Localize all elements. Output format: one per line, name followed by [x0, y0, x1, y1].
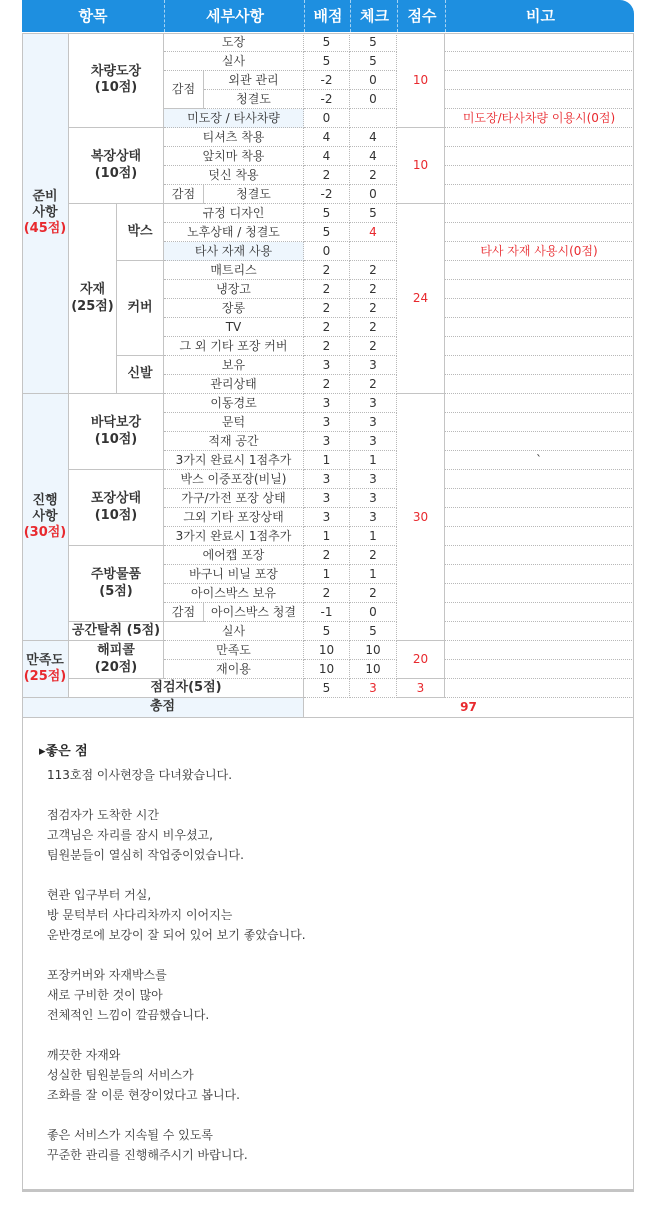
group-clothes-points: (10점)	[94, 165, 138, 181]
subgroup-cover: 커버	[117, 261, 164, 356]
check-cell: 3	[350, 679, 397, 698]
detail-cell: 적재 공간	[164, 432, 304, 451]
header-note: 비고	[445, 0, 635, 32]
check-cell: 3	[350, 413, 397, 432]
note-cell	[445, 204, 634, 223]
header-base: 배점	[304, 0, 351, 32]
header-item: 항목	[78, 7, 108, 25]
check-cell: 3	[350, 470, 397, 489]
base-points-cell: 4	[304, 147, 350, 166]
check-cell: 3	[350, 356, 397, 375]
detail-cell: 문턱	[164, 413, 304, 432]
check-cell: 2	[350, 261, 397, 280]
note-cell	[445, 508, 634, 527]
base-points-cell: 3	[304, 432, 350, 451]
group-packing-name: 포장상태	[90, 491, 142, 507]
group-happycall	[69, 641, 164, 679]
comment-title: ▸좋은 점	[39, 744, 88, 759]
group-floor-points: (10점)	[94, 431, 138, 447]
inspector-label: 점검자(5점)	[69, 679, 304, 698]
note-cell: `	[445, 451, 634, 470]
base-points-cell: 2	[304, 337, 350, 356]
comment-paragraph: 113호점 이사현장을 다녀왔습니다.	[47, 768, 233, 782]
check-cell: 5	[350, 33, 397, 52]
group-kitchen-points: (5점)	[99, 583, 133, 599]
detail-cell: 티셔츠 착용	[164, 128, 304, 147]
detail-cell: 미도장 / 타사차량	[164, 109, 304, 128]
detail-cell: 청결도	[204, 185, 304, 204]
note-cell	[445, 166, 634, 185]
detail-cell: 실사	[164, 52, 304, 71]
base-points-cell: 5	[304, 52, 350, 71]
group-prep-points: (45점)	[23, 221, 67, 237]
note-cell	[445, 337, 634, 356]
note-cell	[445, 356, 634, 375]
group-prep	[22, 33, 69, 394]
check-cell: 0	[350, 90, 397, 109]
base-points-cell: 3	[304, 489, 350, 508]
evaluation-table	[22, 33, 634, 718]
group-material-points: (25점)	[71, 298, 114, 314]
note-cell	[445, 90, 634, 109]
base-points-cell: 1	[304, 527, 350, 546]
comment-paragraph: 포장커버와 자재박스를 새로 구비한 것이 많아 전체적인 느낌이 깔끔했습니다.	[47, 968, 210, 1022]
base-points-cell: 2	[304, 318, 350, 337]
check-cell: 2	[350, 166, 397, 185]
comment-paragraph: 현관 입구부터 거실, 방 문턱부터 사다리차까지 이어지는 운반경로에 보강이 잘 되어 있어 보기 좋았습니다.	[47, 888, 306, 942]
detail-cell: 아이스박스 보유	[164, 584, 304, 603]
detail-cell: 이동경로	[164, 394, 304, 413]
check-cell: 1	[350, 527, 397, 546]
check-cell: 1	[350, 451, 397, 470]
note-cell	[445, 603, 634, 622]
group-material	[69, 204, 117, 394]
note-cell	[445, 641, 634, 660]
detail-cell: 매트리스	[164, 261, 304, 280]
detail-cell: 청결도	[204, 90, 304, 109]
check-cell: 2	[350, 318, 397, 337]
group-kitchen-name: 주방물품	[90, 567, 142, 583]
detail-cell: 외관 관리	[204, 71, 304, 90]
subgroup-shoe: 신발	[117, 356, 164, 394]
check-cell: 2	[350, 546, 397, 565]
group-satisfaction	[22, 641, 69, 698]
note-cell	[445, 527, 634, 546]
note-cell	[445, 622, 634, 641]
header-score: 점수	[397, 0, 446, 32]
score-car: 10	[397, 33, 445, 128]
detail-cell: 타사 자재 사용	[164, 242, 304, 261]
note-cell	[445, 470, 634, 489]
group-packing-points: (10점)	[94, 507, 138, 523]
base-points-cell: 3	[304, 413, 350, 432]
group-car-paint-points: (10점)	[94, 80, 138, 95]
check-cell: 1	[350, 565, 397, 584]
detail-cell: 그외 기타 포장상태	[164, 508, 304, 527]
group-progress	[22, 394, 69, 641]
base-points-cell: 2	[304, 375, 350, 394]
note-cell	[445, 413, 634, 432]
comment-paragraph: 점검자가 도착한 시간 고객님은 자리를 잠시 비우셨고, 팀원분들이 열심히 작업중이었습니다.	[47, 808, 244, 862]
group-prep-name: 준비 사항	[32, 188, 58, 220]
base-points-cell: 1	[304, 451, 350, 470]
base-points-cell: -1	[304, 603, 350, 622]
detail-cell: 보유	[164, 356, 304, 375]
detail-cell: 박스 이중포장(비닐)	[164, 470, 304, 489]
note-cell	[445, 546, 634, 565]
base-points-cell: 3	[304, 394, 350, 413]
comment-box	[22, 718, 634, 1192]
score-progress: 30	[397, 394, 445, 641]
group-packing	[69, 470, 164, 546]
check-cell: 4	[350, 223, 397, 242]
check-cell: 5	[350, 52, 397, 71]
detail-cell: 덧신 착용	[164, 166, 304, 185]
note-cell	[445, 394, 634, 413]
base-points-cell: 10	[304, 660, 350, 679]
group-floor-name: 바닥보강	[90, 415, 142, 431]
detail-cell: 바구니 비닐 포장	[164, 565, 304, 584]
base-points-cell: 10	[304, 641, 350, 660]
base-points-cell: 5	[304, 204, 350, 223]
group-satisfaction-points: (25점)	[23, 669, 67, 684]
note-cell	[445, 33, 634, 52]
note-cell	[445, 565, 634, 584]
check-cell: 3	[350, 432, 397, 451]
base-points-cell: 5	[304, 679, 350, 698]
group-clothes-name: 복장상태	[90, 149, 142, 165]
base-points-cell: 2	[304, 546, 350, 565]
header-check: 체크	[350, 0, 398, 32]
check-cell	[350, 109, 397, 128]
note-cell	[445, 185, 634, 204]
detail-cell: 에어캡 포장	[164, 546, 304, 565]
note-cell	[445, 318, 634, 337]
detail-cell: 장롱	[164, 299, 304, 318]
check-cell: 2	[350, 299, 397, 318]
note-cell	[445, 584, 634, 603]
base-points-cell: 2	[304, 584, 350, 603]
detail-cell: 아이스박스 청결	[204, 603, 304, 622]
detail-cell: 앞치마 착용	[164, 147, 304, 166]
comment-body	[47, 765, 607, 1185]
note-cell	[445, 261, 634, 280]
detail-cell: 가구/가전 포장 상태	[164, 489, 304, 508]
base-points-cell: 2	[304, 280, 350, 299]
detail-cell: 냉장고	[164, 280, 304, 299]
note-cell	[445, 52, 634, 71]
base-points-cell: 3	[304, 508, 350, 527]
base-points-cell: 2	[304, 299, 350, 318]
base-points-cell: -2	[304, 71, 350, 90]
deduct-label: 감점	[164, 185, 204, 204]
deduct-label: 감점	[164, 71, 204, 109]
group-happycall-points: (20점)	[94, 659, 138, 675]
note-cell	[445, 147, 634, 166]
note-cell	[445, 128, 634, 147]
note-cell	[445, 71, 634, 90]
check-cell: 2	[350, 337, 397, 356]
group-satisfaction-name: 만족도	[26, 652, 64, 668]
note-cell	[445, 375, 634, 394]
check-cell: 3	[350, 489, 397, 508]
detail-cell: 만족도	[164, 641, 304, 660]
score-material: 24	[397, 204, 445, 394]
base-points-cell: 5	[304, 223, 350, 242]
group-car-paint	[69, 33, 164, 128]
detail-cell: 재이용	[164, 660, 304, 679]
comment-paragraph: 깨끗한 자재와 성실한 팀원분들의 서비스가 조화를 잘 이룬 현장이었다고 봅니다.	[47, 1048, 240, 1102]
detail-cell: 3가지 완료시 1점추가	[164, 527, 304, 546]
check-cell: 4	[350, 147, 397, 166]
group-clothes	[69, 128, 164, 204]
group-car-paint-name: 차량도장	[90, 63, 142, 79]
base-points-cell: 2	[304, 166, 350, 185]
base-points-cell: 5	[304, 33, 350, 52]
note-cell	[445, 679, 634, 698]
check-cell: 3	[350, 508, 397, 527]
detail-cell: 3가지 완료시 1점추가	[164, 451, 304, 470]
check-cell	[350, 242, 397, 261]
score-inspector: 3	[397, 679, 445, 698]
check-cell: 4	[350, 128, 397, 147]
group-progress-points: (30점)	[23, 525, 67, 541]
check-cell: 2	[350, 584, 397, 603]
check-cell: 3	[350, 394, 397, 413]
check-cell: 0	[350, 603, 397, 622]
note-cell	[445, 432, 634, 451]
comment-paragraph: 좋은 서비스가 지속될 수 있도록 꾸준한 관리를 진행해주시기 바랍니다.	[47, 1128, 248, 1162]
group-material-name: 자재	[79, 282, 106, 298]
group-progress-name: 진행 사항	[32, 492, 58, 524]
base-points-cell: 1	[304, 565, 350, 584]
base-points-cell: 2	[304, 261, 350, 280]
check-cell: 5	[350, 204, 397, 223]
table-header	[22, 0, 634, 32]
check-cell: 5	[350, 622, 397, 641]
check-cell: 10	[350, 641, 397, 660]
check-cell: 10	[350, 660, 397, 679]
check-cell: 2	[350, 375, 397, 394]
note-cell	[445, 489, 634, 508]
group-happycall-name: 해피콜	[97, 643, 135, 659]
total-label: 총점	[22, 698, 304, 718]
note-cell	[445, 223, 634, 242]
subgroup-box: 박스	[117, 204, 164, 261]
score-clothes: 10	[397, 128, 445, 204]
check-cell: 2	[350, 280, 397, 299]
detail-cell: 도장	[164, 33, 304, 52]
note-cell: 미도장/타사차량 이용시(0점)	[445, 109, 634, 128]
note-cell	[445, 280, 634, 299]
note-cell	[445, 299, 634, 318]
base-points-cell: 3	[304, 356, 350, 375]
group-space: 공간탈취 (5점)	[69, 622, 164, 641]
detail-cell: 노후상태 / 청결도	[164, 223, 304, 242]
note-cell: 타사 자재 사용시(0점)	[445, 242, 634, 261]
total-value: 97	[304, 698, 634, 718]
base-points-cell: 0	[304, 242, 350, 261]
group-floor	[69, 394, 164, 470]
base-points-cell: 5	[304, 622, 350, 641]
detail-cell: TV	[164, 318, 304, 337]
detail-cell: 관리상태	[164, 375, 304, 394]
base-points-cell: -2	[304, 185, 350, 204]
header-detail: 세부사항	[164, 0, 305, 32]
group-kitchen	[69, 546, 164, 622]
score-satisfaction: 20	[397, 641, 445, 679]
detail-cell: 실사	[164, 622, 304, 641]
check-cell: 0	[350, 71, 397, 90]
base-points-cell: -2	[304, 90, 350, 109]
base-points-cell: 0	[304, 109, 350, 128]
detail-cell: 규정 디자인	[164, 204, 304, 223]
base-points-cell: 3	[304, 470, 350, 489]
note-cell	[445, 660, 634, 679]
base-points-cell: 4	[304, 128, 350, 147]
deduct-label: 감점	[164, 603, 204, 622]
check-cell: 0	[350, 185, 397, 204]
detail-cell: 그 외 기타 포장 커버	[164, 337, 304, 356]
